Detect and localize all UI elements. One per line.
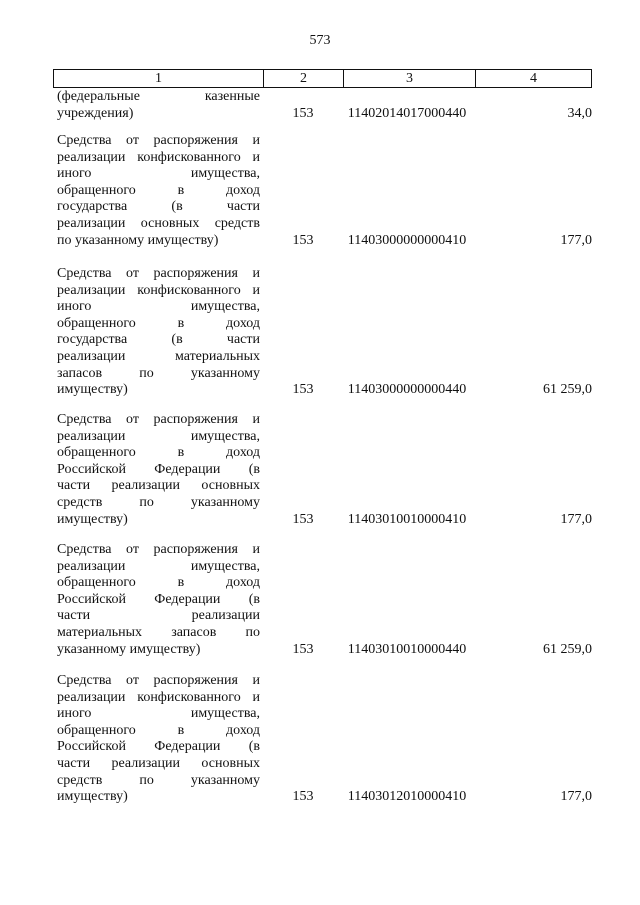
row-code: 153 bbox=[292, 511, 314, 527]
row-code: 153 bbox=[292, 641, 314, 657]
description-line: реализации конфискованного и bbox=[57, 282, 260, 298]
row-kbk: 11403010010000440 bbox=[347, 641, 467, 657]
row-amount: 177,0 bbox=[560, 232, 592, 248]
description-line: средств по указанному bbox=[57, 494, 260, 510]
row-amount: 34,0 bbox=[567, 105, 592, 121]
description-line: реализации конфискованного и bbox=[57, 689, 260, 705]
header-col-4: 4 bbox=[530, 71, 537, 86]
table-row bbox=[57, 89, 592, 122]
row-description bbox=[57, 542, 260, 658]
row-code: 153 bbox=[292, 232, 314, 248]
description-line: имуществу) bbox=[57, 789, 128, 805]
description-line: части реализации основных bbox=[57, 478, 260, 494]
description-line: указанному имуществу) bbox=[57, 641, 201, 657]
row-amount: 177,0 bbox=[560, 511, 592, 527]
row-code: 153 bbox=[292, 789, 314, 805]
row-code: 153 bbox=[292, 382, 314, 398]
table-row bbox=[57, 542, 592, 658]
description-line: Средства от распоряжения и bbox=[57, 412, 260, 427]
description-line: Средства от распоряжения и bbox=[57, 673, 260, 688]
description-line: учреждения) bbox=[57, 105, 134, 121]
description-line: материальных запасов по bbox=[57, 624, 260, 640]
description-line: государства (в части bbox=[57, 199, 260, 215]
description-line: Средства от распоряжения и bbox=[57, 266, 260, 281]
table-row bbox=[57, 412, 592, 528]
description-line: обращенного в доход bbox=[57, 182, 260, 198]
row-amount: 177,0 bbox=[560, 789, 592, 805]
description-line: реализации основных средств bbox=[57, 215, 260, 231]
description-line: части реализации bbox=[57, 608, 260, 624]
description-line: Средства от распоряжения и bbox=[57, 133, 260, 148]
header-col-2: 2 bbox=[264, 70, 344, 87]
description-line: запасов по указанному bbox=[57, 365, 260, 381]
row-amount: 61 259,0 bbox=[543, 641, 592, 657]
description-line: Российской Федерации (в bbox=[57, 739, 260, 755]
description-line: реализации материальных bbox=[57, 348, 260, 364]
description-line: иного имущества, bbox=[57, 299, 260, 315]
table-row bbox=[57, 133, 592, 249]
description-line: реализации имущества, bbox=[57, 558, 260, 574]
description-line: обращенного в доход bbox=[57, 315, 260, 331]
description-line: имуществу) bbox=[57, 511, 128, 527]
description-line: иного имущества, bbox=[57, 166, 260, 182]
row-description bbox=[57, 412, 260, 528]
description-line: имуществу) bbox=[57, 382, 128, 398]
row-description bbox=[57, 133, 260, 249]
description-line: по указанному имуществу) bbox=[57, 232, 219, 248]
row-amount: 61 259,0 bbox=[543, 382, 592, 398]
row-description bbox=[57, 266, 260, 399]
description-line: реализации имущества, bbox=[57, 428, 260, 444]
table-header bbox=[53, 69, 592, 88]
description-line: иного имущества, bbox=[57, 706, 260, 722]
description-line: реализации конфискованного и bbox=[57, 149, 260, 165]
description-line: средств по указанному bbox=[57, 772, 260, 788]
description-line: государства (в части bbox=[57, 332, 260, 348]
table-row bbox=[57, 266, 592, 399]
row-kbk: 11403010010000410 bbox=[347, 511, 467, 527]
description-line: Средства от распоряжения и bbox=[57, 542, 260, 557]
row-kbk: 11403000000000440 bbox=[347, 382, 467, 398]
row-kbk: 11402014017000440 bbox=[347, 105, 467, 121]
description-line: обращенного в доход bbox=[57, 722, 260, 738]
page-number: 573 bbox=[309, 33, 331, 48]
row-code: 153 bbox=[292, 105, 314, 121]
header-col-3: 3 bbox=[344, 70, 476, 87]
header-col-1: 1 bbox=[54, 70, 264, 87]
row-kbk: 11403012010000410 bbox=[347, 789, 467, 805]
row-kbk: 11403000000000410 bbox=[347, 232, 467, 248]
description-line: обращенного в доход bbox=[57, 445, 260, 461]
table-row bbox=[57, 673, 592, 806]
description-line: Российской Федерации (в bbox=[57, 591, 260, 607]
row-description bbox=[57, 89, 260, 122]
description-line: Российской Федерации (в bbox=[57, 461, 260, 477]
row-description bbox=[57, 673, 260, 806]
description-line: (федеральные казенные bbox=[57, 89, 260, 104]
description-line: обращенного в доход bbox=[57, 575, 260, 591]
description-line: части реализации основных bbox=[57, 755, 260, 771]
